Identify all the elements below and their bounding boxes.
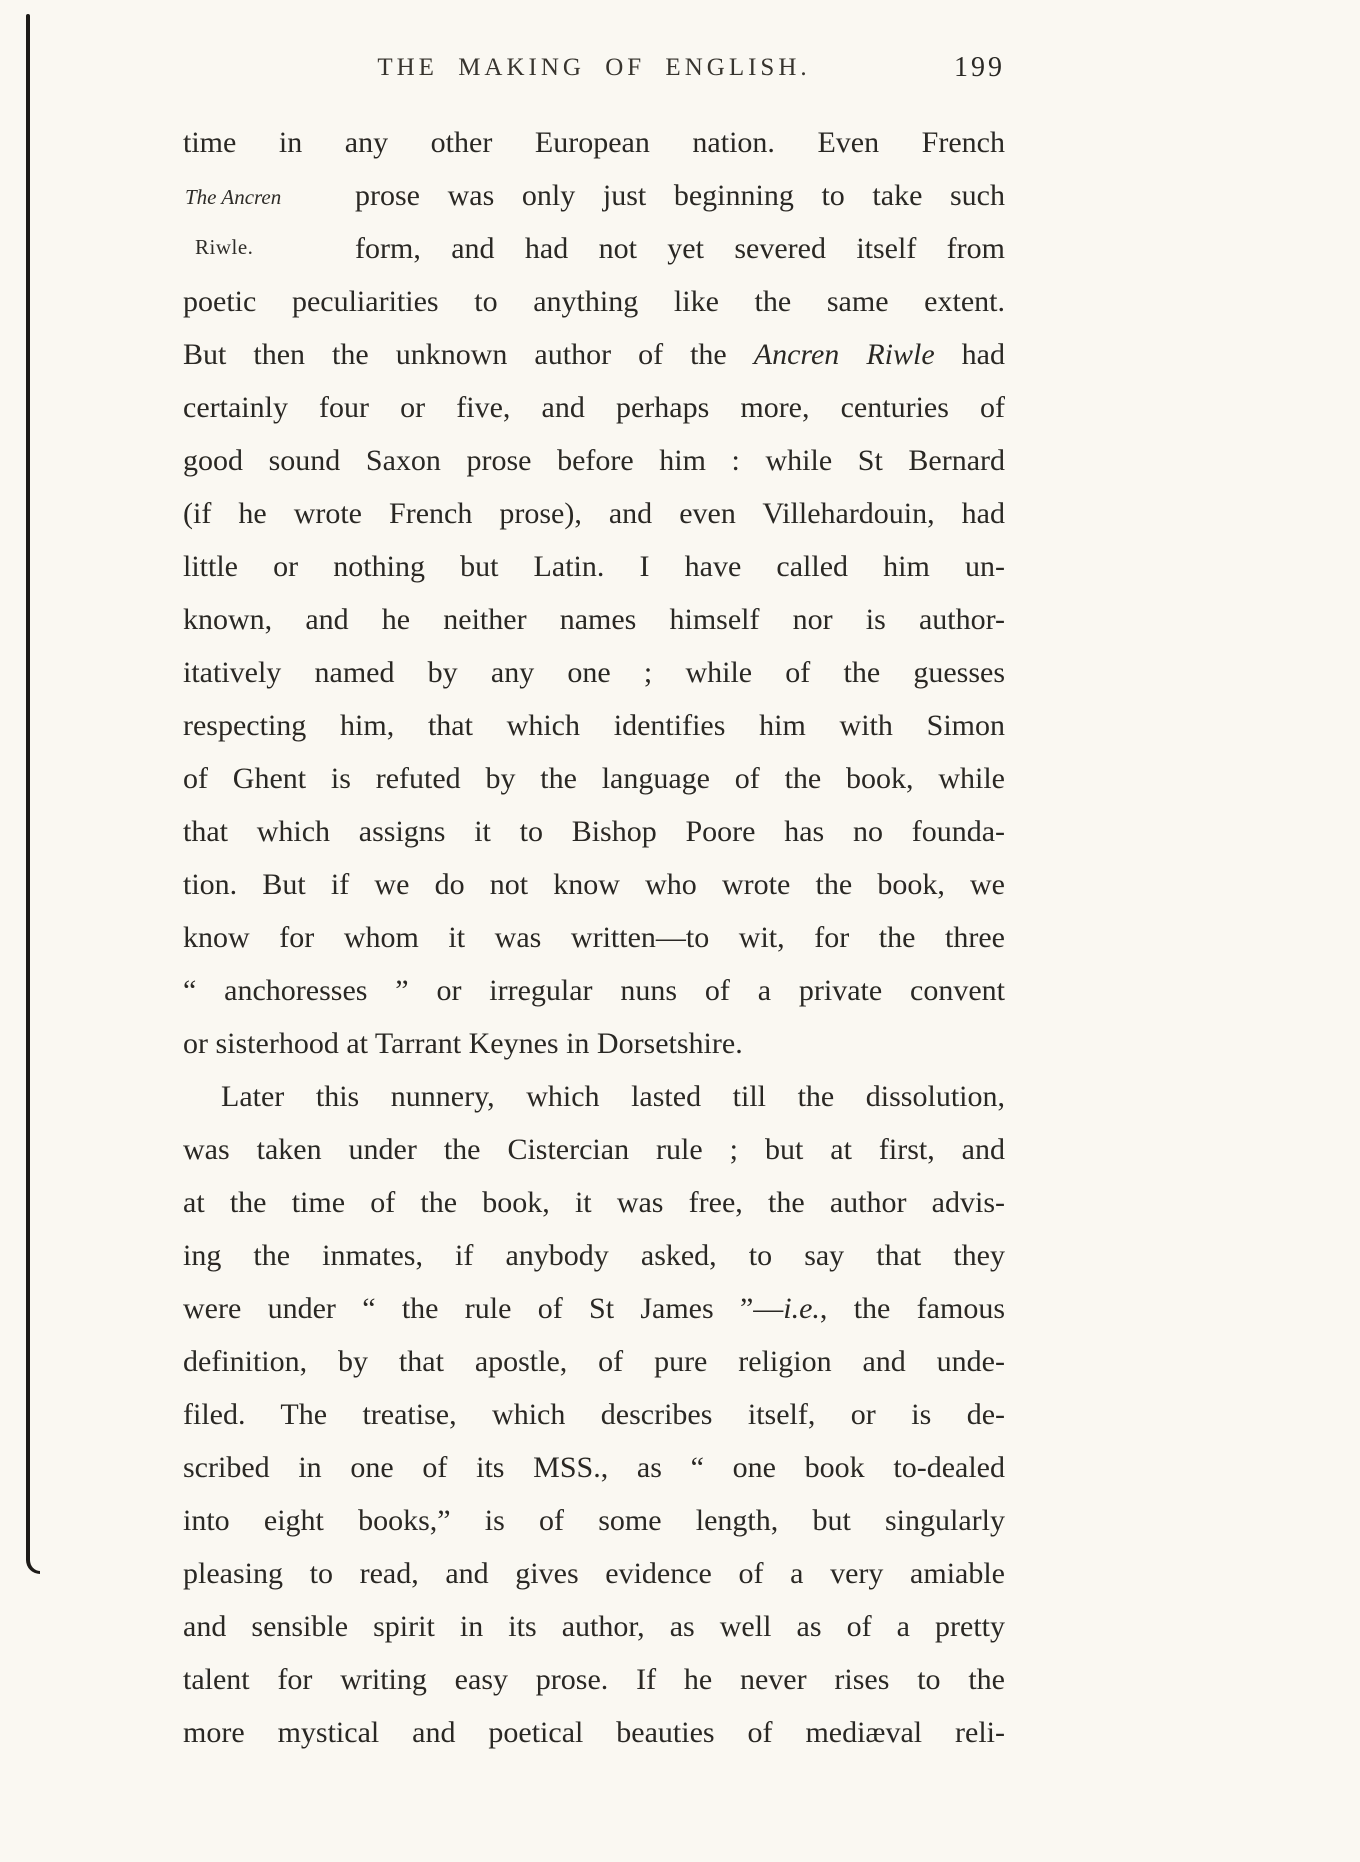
text-line xyxy=(183,593,1005,646)
text-line xyxy=(183,1282,1005,1335)
line-text: definition, by that apostle, of pure religion and unde- xyxy=(183,1345,1005,1378)
text-line xyxy=(183,699,1005,752)
line-text: or sisterhood at Tarrant Keynes in Dorsetshire. xyxy=(183,1027,743,1060)
text-line xyxy=(183,1441,1005,1494)
text-line xyxy=(183,381,1005,434)
line-text: But then the unknown author of the xyxy=(183,338,754,371)
text-line xyxy=(183,1229,1005,1282)
line-text: was taken under the Cistercian rule ; but at first, and xyxy=(183,1133,1005,1166)
text-line xyxy=(183,1335,1005,1388)
line-text: , the famous xyxy=(819,1292,1005,1325)
margin-note-line: The Ancren xyxy=(185,185,282,209)
latin-abbreviation-italic: i.e. xyxy=(783,1292,820,1325)
text-line xyxy=(183,805,1005,858)
line-text: ing the inmates, if anybody asked, to say that they xyxy=(183,1239,1005,1272)
line-text: know for whom it was written—to wit, for the three xyxy=(183,921,1005,954)
scan-edge-tail-artifact xyxy=(26,1548,40,1574)
line-text: at the time of the book, it was free, the author advis- xyxy=(183,1186,1005,1219)
line-text: had xyxy=(934,338,1005,371)
text-line xyxy=(183,1653,1005,1706)
line-text: good sound Saxon prose before him : while St Bernard xyxy=(183,444,1005,477)
text-line xyxy=(183,964,1005,1017)
line-text: of Ghent is refuted by the language of the book, while xyxy=(183,762,1005,795)
line-text: known, and he neither names himself nor is author- xyxy=(183,603,1005,636)
text-line xyxy=(183,858,1005,911)
text-line xyxy=(183,116,1005,169)
line-text: poetic peculiarities to anything like the same extent. xyxy=(183,285,1005,318)
text-line xyxy=(183,275,1005,328)
line-text: that which assigns it to Bishop Poore has no founda- xyxy=(183,815,1005,848)
text-line xyxy=(355,222,1005,275)
margin-note-line: Riwle. xyxy=(195,235,254,259)
text-line xyxy=(183,540,1005,593)
text-line xyxy=(183,752,1005,805)
text-block xyxy=(183,116,1005,1759)
line-text: pleasing to read, and gives evidence of a very amiable xyxy=(183,1557,1005,1590)
text-line xyxy=(183,1494,1005,1547)
line-text: little or nothing but Latin. I have called him un- xyxy=(183,550,1005,583)
text-line xyxy=(183,328,1005,381)
line-text: certainly four or five, and perhaps more, centuries of xyxy=(183,391,1005,424)
margin-note xyxy=(185,169,353,275)
line-text: filed. The treatise, which describes itself, or is de- xyxy=(183,1398,1005,1431)
line-text: scribed in one of its MSS., as “ one book to-dealed xyxy=(183,1451,1005,1484)
page-title: THE MAKING OF ENGLISH. xyxy=(377,54,811,81)
line-text: form, and had not yet severed itself from xyxy=(355,232,1005,265)
text-line xyxy=(183,1176,1005,1229)
text-line xyxy=(183,1388,1005,1441)
text-line-paragraph-start xyxy=(183,1070,1005,1123)
text-line xyxy=(183,1706,1005,1759)
text-line xyxy=(183,434,1005,487)
text-line-paragraph-end xyxy=(183,1017,1005,1070)
text-line xyxy=(183,911,1005,964)
page-number: 199 xyxy=(954,52,1005,83)
scan-edge-artifact xyxy=(26,14,30,1560)
text-line xyxy=(183,646,1005,699)
line-text: itatively named by any one ; while of the guesses xyxy=(183,656,1005,689)
line-text: Later this nunnery, which lasted till the dissolution, xyxy=(221,1080,1005,1113)
text-line xyxy=(183,1123,1005,1176)
line-text: prose was only just beginning to take such xyxy=(355,179,1005,212)
line-text: were under “ the rule of St James ”— xyxy=(183,1292,784,1325)
line-text: “ anchoresses ” or irregular nuns of a private convent xyxy=(183,974,1005,1007)
line-text: more mystical and poetical beauties of mediæval reli- xyxy=(183,1716,1005,1749)
text-line xyxy=(355,169,1005,222)
line-text: talent for writing easy prose. If he never rises to the xyxy=(183,1663,1005,1696)
line-text: time in any other European nation. Even French xyxy=(183,126,1005,159)
text-line xyxy=(183,1547,1005,1600)
line-text: tion. But if we do not know who wrote the book, we xyxy=(183,868,1005,901)
line-text: (if he wrote French prose), and even Villehardouin, had xyxy=(183,497,1005,530)
book-title-italic: Ancren Riwle xyxy=(753,338,935,371)
text-line xyxy=(183,1600,1005,1653)
line-text: into eight books,” is of some length, but singularly xyxy=(183,1504,1005,1537)
line-text: and sensible spirit in its author, as well as of a pretty xyxy=(183,1610,1005,1643)
text-line xyxy=(183,487,1005,540)
line-text: respecting him, that which identifies him with Simon xyxy=(183,709,1005,742)
running-header xyxy=(183,48,1005,88)
